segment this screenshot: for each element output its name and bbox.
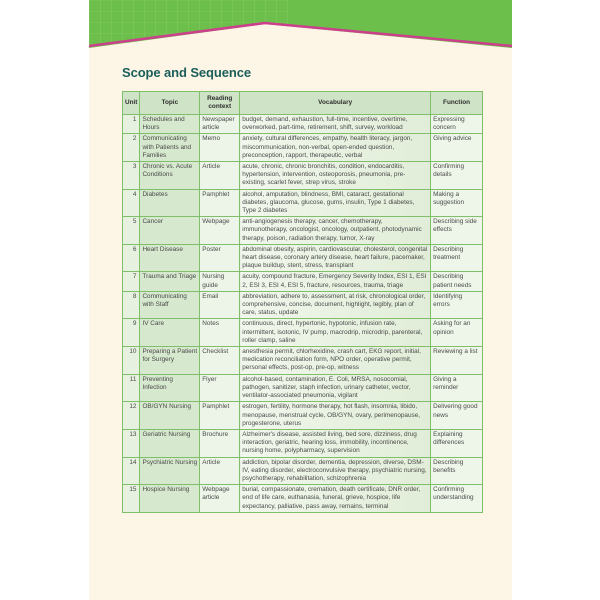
cell-function: Giving advice — [431, 134, 483, 162]
table-row — [123, 429, 483, 457]
book-page — [89, 0, 512, 600]
cell-unit: 8 — [123, 291, 140, 319]
cell-reading: Brochure — [200, 429, 240, 457]
cell-function: Describing patient needs — [431, 272, 483, 291]
cell-reading: Poster — [200, 244, 240, 272]
table-row — [123, 347, 483, 375]
cell-topic: IV Care — [140, 319, 200, 347]
cell-vocabulary: abdominal obesity, aspirin, cardiovascular, cholesterol, congenital heart disease, coronary artery disease, heart failure, pacemaker, plaque buildup, stent, stress, transplant — [240, 244, 431, 272]
cell-reading: Article — [200, 162, 240, 190]
header-banner — [89, 0, 512, 48]
header-function: Function — [431, 92, 483, 115]
header-reading-context: Reading context — [200, 92, 240, 115]
cell-vocabulary: continuous, direct, hypertonic, hypotonic, infusion rate, intermittent, isotonic, IV pump, macrodrip, microdrip, parenteral, roller clamp, saline — [240, 319, 431, 347]
header-vocabulary: Vocabulary — [240, 92, 431, 115]
cell-unit: 10 — [123, 347, 140, 375]
table-header-row — [123, 92, 483, 115]
table-row — [123, 162, 483, 190]
cell-reading: Memo — [200, 134, 240, 162]
cell-topic: Chronic vs. Acute Conditions — [140, 162, 200, 190]
page-title: Scope and Sequence — [122, 65, 251, 80]
cell-unit: 14 — [123, 457, 140, 485]
cell-topic: Preparing a Patient for Surgery — [140, 347, 200, 375]
header-unit: Unit — [123, 92, 140, 115]
table-row — [123, 319, 483, 347]
header-topic: Topic — [140, 92, 200, 115]
cell-function: Describing treatment — [431, 244, 483, 272]
cell-vocabulary: acuity, compound fracture, Emergency Severity Index, ESI 1, ESI 2, ESI 3, ESI 4, ESI 5, fracture, resources, trauma, triage — [240, 272, 431, 291]
cell-unit: 9 — [123, 319, 140, 347]
cell-function: Asking for an opinion — [431, 319, 483, 347]
cell-reading: Article — [200, 457, 240, 485]
cell-reading: Newspaper article — [200, 115, 240, 134]
cell-vocabulary: addiction, bipolar disorder, dementia, depression, diverse, DSM-IV, eating disorder, electroconvulsive therapy, psychiatric nursing, psychotherapy, rehabilitation, schizophrenia — [240, 457, 431, 485]
cell-topic: Cancer — [140, 217, 200, 245]
cell-unit: 15 — [123, 485, 140, 513]
cell-vocabulary: budget, demand, exhaustion, full-time, incentive, overtime, overworked, part-time, retirement, shift, survey, workload — [240, 115, 431, 134]
cell-reading: Notes — [200, 319, 240, 347]
table-row — [123, 272, 483, 291]
cell-topic: Schedules and Hours — [140, 115, 200, 134]
cell-function: Describing benefits — [431, 457, 483, 485]
cell-function: Reviewing a list — [431, 347, 483, 375]
cell-reading: Webpage — [200, 217, 240, 245]
cell-topic: Heart Disease — [140, 244, 200, 272]
cell-unit: 1 — [123, 115, 140, 134]
table-row — [123, 485, 483, 513]
cell-vocabulary: alcohol-based, contamination, E. Coli, MRSA, nosocomial, pathogen, sanitizer, staph infection, urinary catheter, vector, ventilator-associated pneumonia, vigilant — [240, 374, 431, 402]
cell-function: Identifying errors — [431, 291, 483, 319]
cell-vocabulary: alcohol, amputation, blindness, BMI, cataract, gestational diabetes, glaucoma, glucose, gums, insulin, Type 1 diabetes, Type 2 diabetes — [240, 189, 431, 217]
table-row — [123, 189, 483, 217]
cell-topic: Communicating with Staff — [140, 291, 200, 319]
table-row — [123, 115, 483, 134]
cell-unit: 2 — [123, 134, 140, 162]
cell-vocabulary: Alzheimer's disease, assisted living, bed sore, dizziness, drug interaction, geriatric, hearing loss, immobility, incontinence, nursing home, polypharmacy, supervision — [240, 429, 431, 457]
cell-topic: Preventing Infection — [140, 374, 200, 402]
cell-topic: Psychiatric Nursing — [140, 457, 200, 485]
cell-vocabulary: anesthesia permit, chlorhexidine, crash cart, EKG report, initial, medication reconciliation form, NPO order, operative permit, personal effects, post-op, pre-op, witness — [240, 347, 431, 375]
cell-function: Explaining differences — [431, 429, 483, 457]
cell-unit: 3 — [123, 162, 140, 190]
table-row — [123, 374, 483, 402]
cell-vocabulary: acute, chronic, chronic bronchitis, condition, endocarditis, hypertension, intervention, osteoporosis, pneumonia, pre-existing, scarlet fever, strep virus, stroke — [240, 162, 431, 190]
cell-reading: Email — [200, 291, 240, 319]
table-row — [123, 291, 483, 319]
cell-reading: Checklist — [200, 347, 240, 375]
cell-function: Confirming details — [431, 162, 483, 190]
cell-reading: Pamphlet — [200, 189, 240, 217]
cell-vocabulary: abbreviation, adhere to, assessment, at risk, chronological order, comprehensive, concise, document, highlight, legibly, plan of care, status, update — [240, 291, 431, 319]
cell-vocabulary: estrogen, fertility, hormone therapy, hot flash, insomnia, libido, menopause, menstrual cycle, OB/GYN, ovary, perimenopause, progesterone, uterus — [240, 402, 431, 430]
cell-reading: Nursing guide — [200, 272, 240, 291]
cell-unit: 6 — [123, 244, 140, 272]
cell-topic: Hospice Nursing — [140, 485, 200, 513]
cell-topic: Geriatric Nursing — [140, 429, 200, 457]
cell-reading: Flyer — [200, 374, 240, 402]
cell-function: Confirming understanding — [431, 485, 483, 513]
cell-reading: Pamphlet — [200, 402, 240, 430]
scope-sequence-table — [122, 91, 483, 513]
cell-vocabulary: anti-angiogenesis therapy, cancer, chemotherapy, immunotherapy, oncologist, oncology, outpatient, photodynamic therapy, poison, radiation therapy, tumor, X-ray — [240, 217, 431, 245]
cell-function: Making a suggestion — [431, 189, 483, 217]
cell-unit: 11 — [123, 374, 140, 402]
cell-topic: Communicating with Patients and Families — [140, 134, 200, 162]
table-row — [123, 134, 483, 162]
cell-unit: 4 — [123, 189, 140, 217]
cell-unit: 7 — [123, 272, 140, 291]
cell-function: Delivering good news — [431, 402, 483, 430]
cell-unit: 5 — [123, 217, 140, 245]
cell-unit: 12 — [123, 402, 140, 430]
cell-topic: Trauma and Triage — [140, 272, 200, 291]
cell-function: Expressing concern — [431, 115, 483, 134]
cell-topic: OB/GYN Nursing — [140, 402, 200, 430]
cell-unit: 13 — [123, 429, 140, 457]
cell-reading: Webpage article — [200, 485, 240, 513]
cell-topic: Diabetes — [140, 189, 200, 217]
cell-function: Giving a reminder — [431, 374, 483, 402]
table-row — [123, 457, 483, 485]
cell-vocabulary: burial, compassionate, cremation, death certificate, DNR order, end of life care, euthanasia, funeral, grieve, hospice, life expectancy, palliative, pass away, remains, terminal — [240, 485, 431, 513]
table-row — [123, 217, 483, 245]
table-row — [123, 402, 483, 430]
cell-vocabulary: anxiety, cultural differences, empathy, health literacy, jargon, miscommunication, non-verbal, open-ended question, preconception, rapport, therapeutic, verbal — [240, 134, 431, 162]
cell-function: Describing side effects — [431, 217, 483, 245]
table-row — [123, 244, 483, 272]
